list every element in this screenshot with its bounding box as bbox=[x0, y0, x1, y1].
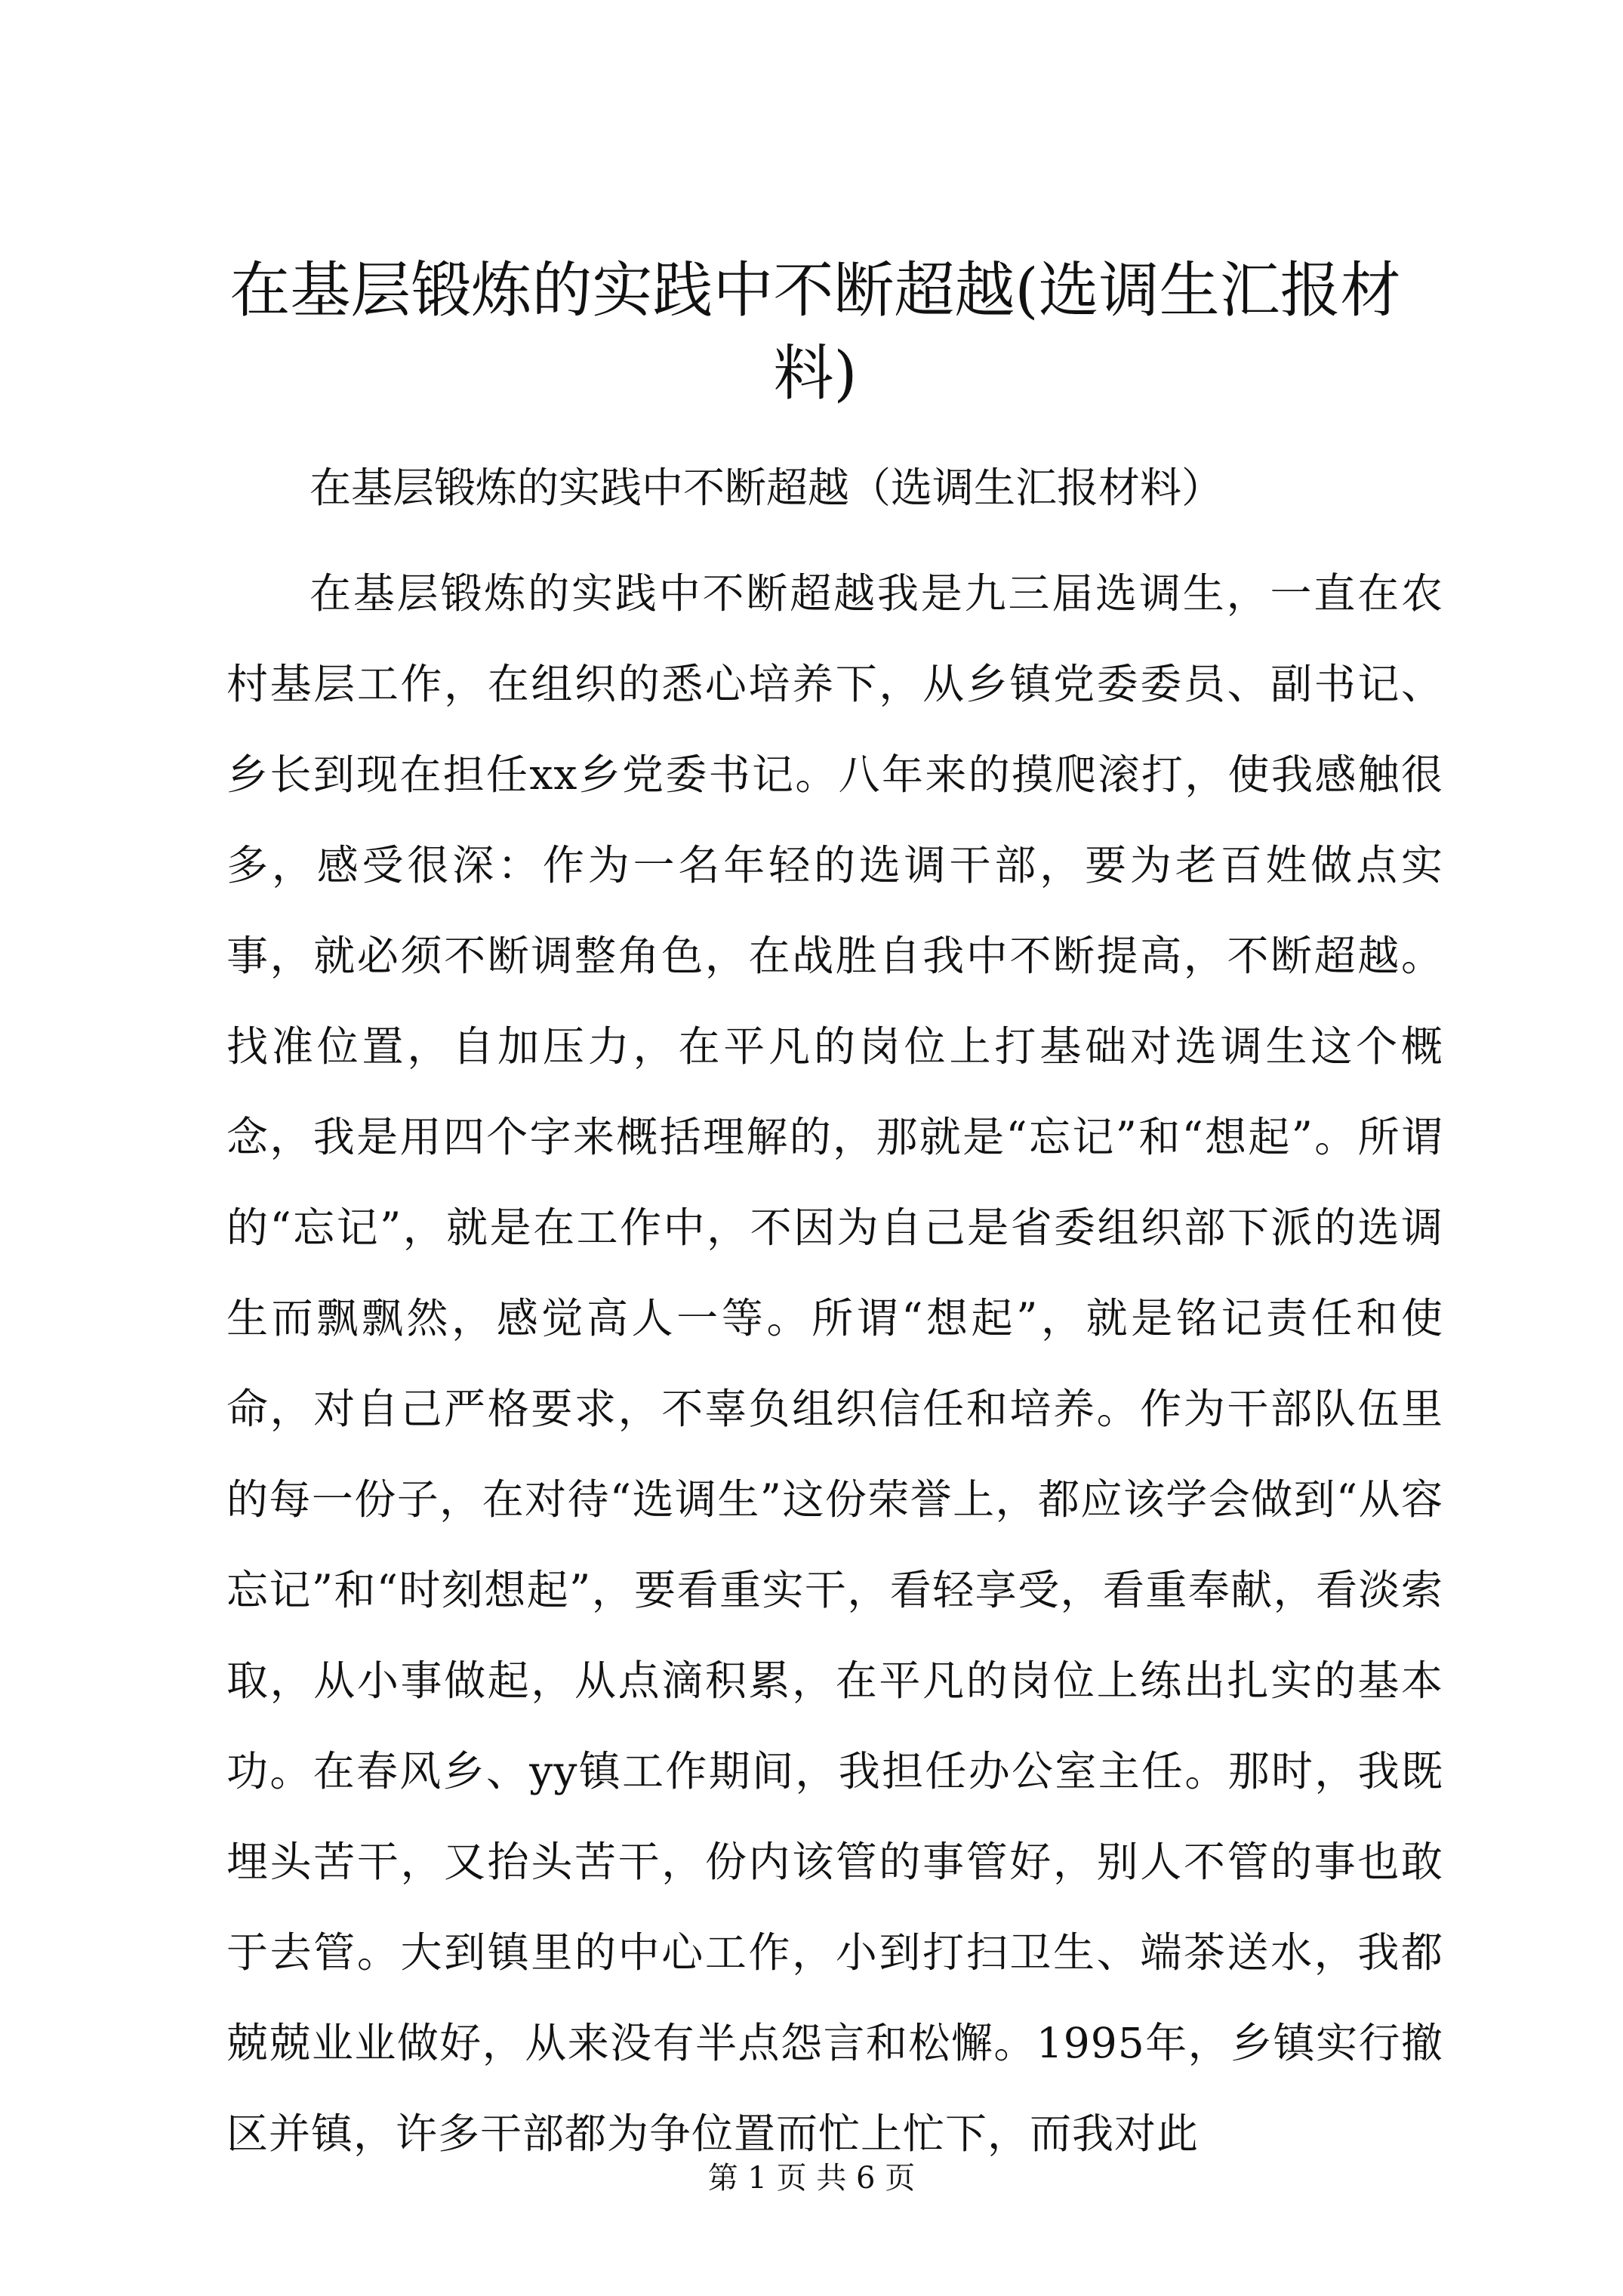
page-footer: 第 1 页 共 6 页 bbox=[707, 2161, 916, 2196]
body-paragraph: 在基层锻炼的实践中不断超越我是九三届选调生，一直在农村基层工作，在组织的悉心培养下，从乡镇党委委员、副书记、乡长到现在担任xx乡党委书记。八年来的摸爬滚打，使我感触很多，感受很深：作为一名年轻的选调干部，要为老百姓做点实事，就必须不断调整角色，在战胜自我中不断提高，不断超越。找准位置，自加压力，在平凡的岗位上打基础对选调生这个概念，我是用四个字来概括理解的，那就是“忘记”和“想起”。所谓的“忘记”，就是在工作中，不因为自己是省委组织部下派的选调生而飘飘然，感觉高人一等。所谓“想起”，就是铭记责任和使命，对自己严格要求，不辜负组织信任和培养。作为干部队伍里的每一份子，在对待“选调生”这份荣誉上，都应该学会做到“从容忘记”和“时刻想起”，要看重实干，看轻享受，看重奉献，看淡索取，从小事做起，从点滴积累，在平凡的岗位上练出扎实的基本功。在春风乡、yy镇工作期间，我担任办公室主任。那时，我既埋头苦干，又抬头苦干，份内该管的事管好，别人不管的事也敢于去管。大到镇里的中心工作，小到打扫卫生、端茶送水，我都兢兢业业做好，从来没有半点怨言和松懈。1995年，乡镇实行撤区并镇，许多干部都为争位置而忙上忙下，而我对此 bbox=[226, 569, 1443, 2158]
document-title: 在基层锻炼的实践中不断超越(选调生汇报材料) bbox=[229, 255, 1401, 408]
document-subtitle: 在基层锻炼的实践中不断超越（选调生汇报材料） bbox=[310, 464, 1224, 512]
